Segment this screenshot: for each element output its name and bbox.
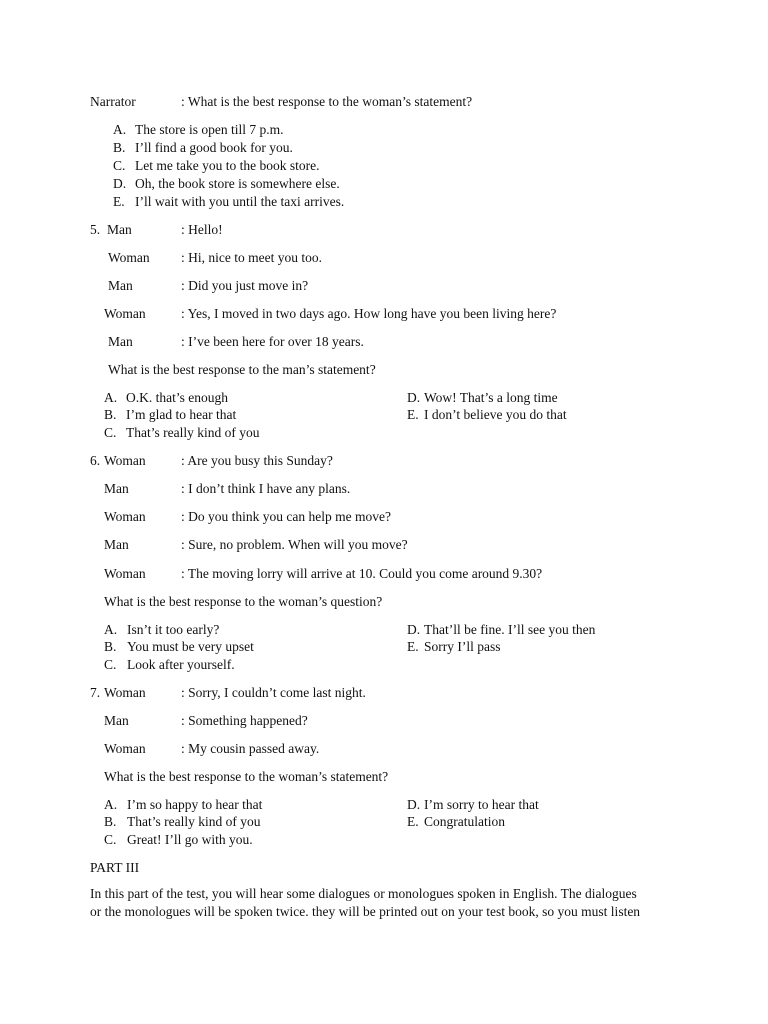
option-text: The store is open till 7 p.m. <box>135 122 284 137</box>
option-text: I’ll wait with you until the taxi arrives. <box>135 194 345 209</box>
option-text: I don’t believe you do that <box>424 407 567 422</box>
narrator-speaker: Narrator <box>90 94 136 109</box>
option-text: Wow! That’s a long time <box>424 390 558 405</box>
option-text: You must be very upset <box>127 639 254 654</box>
option-text: I’m glad to hear that <box>126 407 237 422</box>
option-letter: E. <box>407 814 419 829</box>
option-letter: C. <box>113 158 126 173</box>
option-text: I’m sorry to hear that <box>424 797 539 812</box>
option-text: I’ll find a good book for you. <box>135 140 293 155</box>
question-prompt: What is the best response to the woman’s question? <box>104 594 383 609</box>
dialogue-speaker: Woman <box>104 509 146 524</box>
option-text: O.K. that’s enough <box>126 390 228 405</box>
option-letter: A. <box>104 797 118 812</box>
dialogue-text: : Something happened? <box>181 713 308 728</box>
narrator-question: : What is the best response to the woman’s statement? <box>181 94 473 109</box>
dialogue-text: : My cousin passed away. <box>181 741 320 756</box>
dialogue-text: : The moving lorry will arrive at 10. Could you come around 9.30? <box>181 566 543 581</box>
question-prompt: What is the best response to the man’s statement? <box>108 362 376 377</box>
dialogue-speaker: Woman <box>108 250 150 265</box>
dialogue-speaker: Woman <box>104 306 146 321</box>
option-letter: C. <box>104 832 117 847</box>
option-letter: E. <box>407 639 419 654</box>
dialogue-text: : I don’t think I have any plans. <box>181 481 351 496</box>
option-letter: D. <box>113 176 127 191</box>
dialogue-text: : Did you just move in? <box>181 278 309 293</box>
dialogue-speaker: Man <box>104 537 129 552</box>
option-text: Let me take you to the book store. <box>135 158 320 173</box>
dialogue-text: : I’ve been here for over 18 years. <box>181 334 364 349</box>
question-prompt: What is the best response to the woman’s statement? <box>104 769 389 784</box>
dialogue-speaker: Man <box>107 222 132 237</box>
section-instructions: In this part of the test, you will hear some dialogues or monologues spoken in English. The dialogues or the monologues will be spoken twice. they will be printed out on your test book, so you must listen <box>90 886 641 919</box>
dialogue-text: : Yes, I moved in two days ago. How long have you been living here? <box>181 306 557 321</box>
option-text: That’s really kind of you <box>127 814 261 829</box>
option-letter: E. <box>113 194 125 209</box>
dialogue-speaker: Woman <box>104 566 146 581</box>
option-letter: C. <box>104 425 117 440</box>
option-letter: D. <box>407 622 421 637</box>
dialogue-text: : Hi, nice to meet you too. <box>181 250 322 265</box>
dialogue-text: : Sorry, I couldn’t come last night. <box>181 685 366 700</box>
option-text: Sorry I’ll pass <box>424 639 501 654</box>
option-text: Isn’t it too early? <box>127 622 220 637</box>
dialogue-text: : Sure, no problem. When will you move? <box>181 537 408 552</box>
option-text: Great! I’ll go with you. <box>127 832 253 847</box>
option-letter: B. <box>113 140 126 155</box>
option-letter: C. <box>104 657 117 672</box>
dialogue-speaker: Woman <box>104 685 146 700</box>
option-letter: E. <box>407 407 419 422</box>
question-number: 6. <box>90 453 101 468</box>
dialogue-text: : Do you think you can help me move? <box>181 509 391 524</box>
dialogue-speaker: Man <box>108 278 133 293</box>
section-heading: PART III <box>90 860 140 875</box>
dialogue-speaker: Woman <box>104 453 146 468</box>
option-text: That’s really kind of you <box>126 425 260 440</box>
dialogue-text: : Are you busy this Sunday? <box>181 453 333 468</box>
dialogue-text: : Hello! <box>181 222 223 237</box>
option-text: Oh, the book store is somewhere else. <box>135 176 340 191</box>
dialogue-speaker: Man <box>104 713 129 728</box>
option-letter: A. <box>113 122 127 137</box>
option-letter: B. <box>104 407 117 422</box>
question-number: 5. <box>90 222 101 237</box>
dialogue-speaker: Man <box>104 481 129 496</box>
option-letter: D. <box>407 390 421 405</box>
option-letter: B. <box>104 814 117 829</box>
option-text: I’m so happy to hear that <box>127 797 263 812</box>
dialogue-speaker: Woman <box>104 741 146 756</box>
option-letter: A. <box>104 390 118 405</box>
option-letter: B. <box>104 639 117 654</box>
option-text: Look after yourself. <box>127 657 235 672</box>
option-letter: A. <box>104 622 118 637</box>
option-text: That’ll be fine. I’ll see you then <box>424 622 596 637</box>
option-letter: D. <box>407 797 421 812</box>
question-number: 7. <box>90 685 101 700</box>
dialogue-speaker: Man <box>108 334 133 349</box>
option-text: Congratulation <box>424 814 505 829</box>
